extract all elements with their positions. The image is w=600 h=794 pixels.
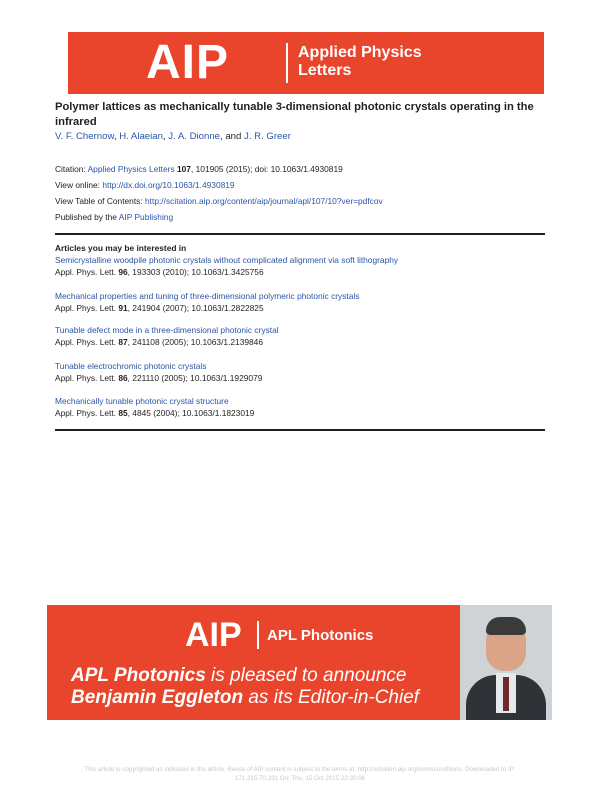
ad-divider	[257, 621, 259, 649]
related-article-citation	[55, 372, 262, 384]
author-link[interactable]: H. Alaeian	[119, 131, 163, 142]
citation-details: , 101905 (2015); doi: 10.1063/1.4930819	[190, 164, 343, 174]
ad-line2-rest: as its Editor-in-Chief	[243, 687, 420, 708]
cite-journal: Appl. Phys. Lett.	[55, 337, 119, 347]
divider-top	[55, 233, 545, 235]
citation-line	[55, 164, 343, 174]
related-heading: Articles you may be interested in	[55, 243, 187, 253]
ad-line1-rest: is pleased to announce	[205, 665, 407, 686]
citation-volume: 107	[176, 164, 191, 174]
related-article-citation	[55, 336, 279, 348]
footer-line2: 171.215.70.231 On: Thu, 15 Oct 2015 22:30:06	[235, 775, 365, 782]
footer-line1: This article is copyrighted as indicated in the article. Reuse of AIP content is subject to the terms at: http://scitation.aip.org/termsconditions. Downloaded to IP:	[84, 766, 516, 773]
cite-details: , 193303 (2010); 10.1063/1.3425756	[127, 267, 264, 277]
citation-label: Citation:	[55, 164, 88, 174]
view-online-label: View online:	[55, 180, 103, 190]
portrait-hair	[486, 617, 526, 635]
cite-details: , 241108 (2005); 10.1063/1.2139846	[127, 337, 263, 347]
ad-line2-bold: Benjamin Eggleton	[71, 687, 244, 708]
journal-name-line1: Applied Physics	[298, 44, 422, 61]
publisher-line	[55, 212, 173, 222]
banner-journal-name	[298, 44, 498, 80]
ad-aip-logo: AIP	[185, 616, 242, 654]
cite-journal: Appl. Phys. Lett.	[55, 303, 119, 313]
related-article	[55, 290, 359, 314]
toc-link[interactable]: http://scitation.aip.org/content/aip/journal/apl/107/10?ver=pdfcov	[145, 196, 383, 206]
view-online-line	[55, 180, 235, 190]
apl-photonics-ad[interactable]	[47, 605, 552, 720]
author-separator: ,	[113, 131, 120, 142]
ad-announcement-line1	[71, 665, 407, 687]
ad-journal-name: APL Photonics	[267, 627, 374, 644]
aip-logo: AIP	[146, 36, 230, 89]
banner-divider	[286, 43, 288, 83]
copyright-footer	[0, 765, 600, 783]
related-article	[55, 254, 398, 278]
cite-journal: Appl. Phys. Lett.	[55, 267, 119, 277]
toc-label: View Table of Contents:	[55, 196, 146, 206]
related-article	[55, 324, 279, 348]
article-title: Polymer lattices as mechanically tunable 3-dimensional photonic crystals operating in the infrared	[55, 101, 534, 128]
cite-volume: 96	[118, 267, 128, 277]
related-article-citation	[55, 302, 359, 314]
author-separator: ,	[162, 131, 169, 142]
author-separator: , and	[220, 131, 245, 142]
author-link[interactable]: J. A. Dionne	[168, 131, 220, 142]
published-label: Published by the	[55, 212, 119, 222]
toc-line	[55, 196, 383, 206]
ad-line1-bold: APL Photonics	[71, 665, 206, 686]
divider-bottom	[55, 429, 545, 431]
related-article-link[interactable]: Tunable defect mode in a three-dimensional photonic crystal	[55, 325, 279, 335]
editor-portrait	[460, 605, 552, 720]
related-article	[55, 395, 254, 419]
related-article-citation	[55, 407, 254, 419]
journal-name-line2: Letters	[298, 62, 352, 79]
view-online-link[interactable]: http://dx.doi.org/10.1063/1.4930819	[102, 180, 235, 190]
author-list	[55, 131, 291, 142]
cite-journal: Appl. Phys. Lett.	[55, 408, 119, 418]
cite-details: , 241904 (2007); 10.1063/1.2822825	[127, 303, 264, 313]
author-link[interactable]: V. F. Chernow	[55, 131, 114, 142]
related-article-link[interactable]: Tunable electrochromic photonic crystals	[55, 361, 207, 371]
ad-announcement-line2	[71, 687, 419, 709]
related-article-link[interactable]: Semicrystalline woodpile photonic crystals without complicated alignment via soft lithography	[55, 255, 399, 265]
citation-journal-link[interactable]: Applied Physics Letters	[87, 164, 175, 174]
journal-banner[interactable]	[68, 32, 544, 94]
cite-details: , 221110 (2005); 10.1063/1.1929079	[127, 373, 263, 383]
cite-volume: 86	[118, 373, 128, 383]
portrait-tie	[503, 677, 509, 711]
cite-volume: 85	[118, 408, 128, 418]
cite-volume: 87	[118, 337, 128, 347]
related-article	[55, 360, 262, 384]
author-link[interactable]: J. R. Greer	[244, 131, 291, 142]
related-article-link[interactable]: Mechanical properties and tuning of three-dimensional polymeric photonic crystals	[55, 291, 360, 301]
related-article-link[interactable]: Mechanically tunable photonic crystal structure	[55, 396, 229, 406]
cite-details: , 4845 (2004); 10.1063/1.1823019	[127, 408, 255, 418]
related-article-citation	[55, 266, 398, 278]
publisher-link[interactable]: AIP Publishing	[118, 212, 174, 222]
cite-journal: Appl. Phys. Lett.	[55, 373, 119, 383]
cite-volume: 91	[118, 303, 128, 313]
